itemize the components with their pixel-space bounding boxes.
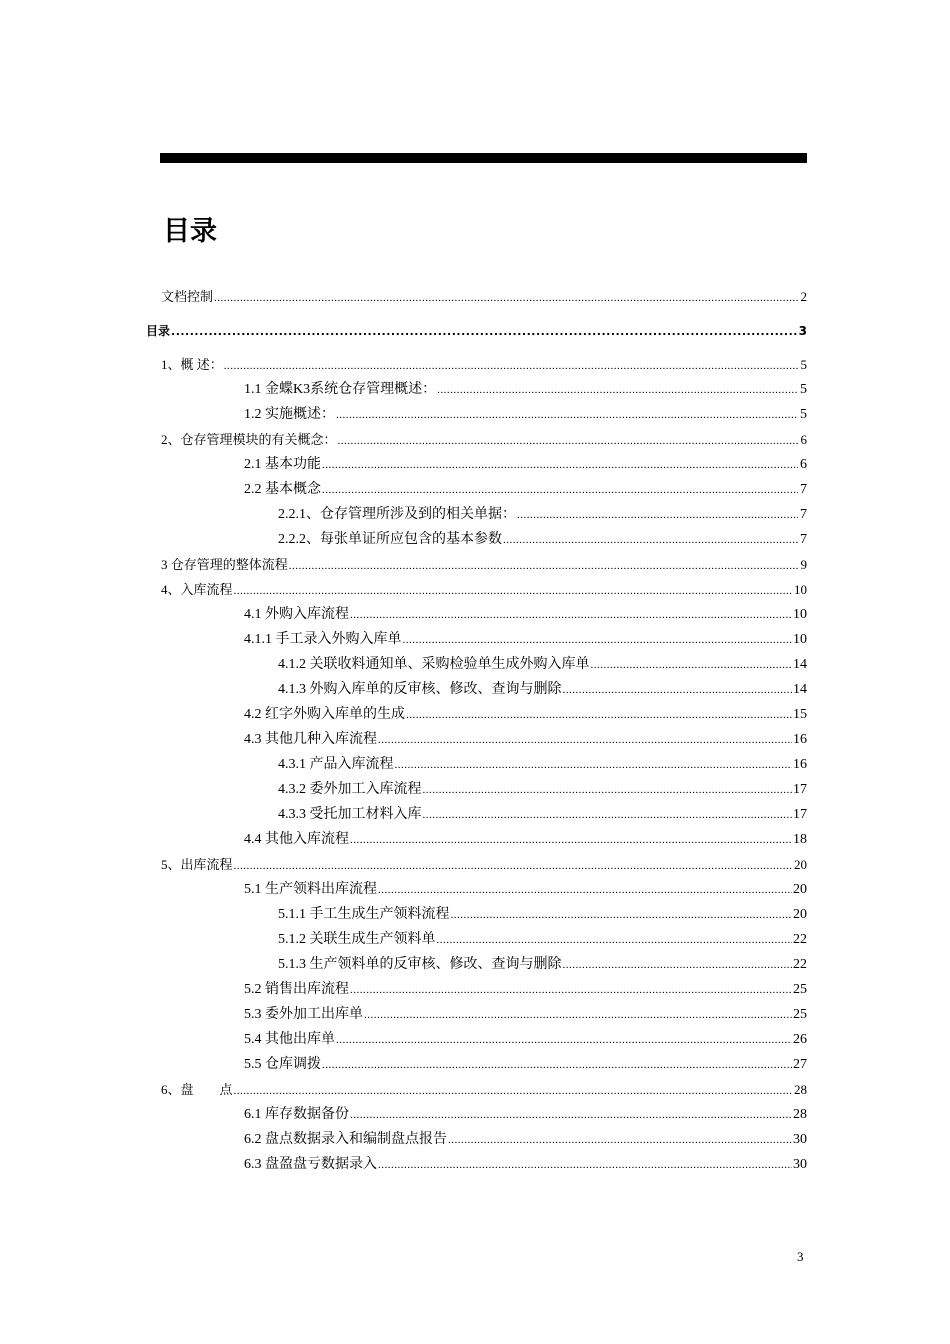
toc-entry[interactable] xyxy=(278,680,807,700)
toc-entry-page: 30 xyxy=(793,1132,807,1147)
toc-entry[interactable] xyxy=(244,705,807,725)
header-rule xyxy=(160,153,807,163)
toc-leader xyxy=(322,480,798,500)
toc-entry-page: 17 xyxy=(793,807,807,822)
page-number: 3 xyxy=(797,1249,804,1264)
toc-entry-title: 4.3.2 委外加工入库流程 xyxy=(278,782,422,797)
toc-leader xyxy=(406,705,792,725)
toc-entry-title: 5.1.3 生产领料单的反审核、修改、查询与删除 xyxy=(278,957,562,972)
toc-leader xyxy=(448,1130,792,1150)
toc-entry-title: 1.1 金蝶K3系统仓存管理概述： xyxy=(244,382,437,397)
toc-entry-page: 27 xyxy=(793,1057,807,1072)
toc-entry-page: 9 xyxy=(800,557,807,572)
toc-entry-page: 22 xyxy=(793,957,807,972)
toc-entry-title: 4、入库流程 xyxy=(161,582,233,597)
toc-entry-page: 16 xyxy=(793,732,807,747)
toc-entry[interactable] xyxy=(146,321,807,342)
toc-entry[interactable] xyxy=(161,430,807,451)
toc-entry[interactable] xyxy=(161,355,807,376)
toc-entry-title: 3 仓存管理的整体流程 xyxy=(161,557,288,572)
toc-leader xyxy=(437,930,793,950)
toc-leader xyxy=(338,431,798,451)
toc-leader xyxy=(503,530,798,550)
toc-entry-page: 16 xyxy=(793,757,807,772)
toc-entry[interactable] xyxy=(244,1105,807,1125)
toc-entry[interactable] xyxy=(278,505,807,525)
toc-entry-title: 5.1.1 手工生成生产领料流程 xyxy=(278,907,450,922)
toc-entry-page: 15 xyxy=(793,707,807,722)
toc-entry-page: 6 xyxy=(800,432,807,447)
toc-leader xyxy=(224,356,798,376)
toc-entry[interactable] xyxy=(278,805,807,825)
toc-entry-title: 4.2 红字外购入库单的生成 xyxy=(244,707,405,722)
toc-entry-title: 4.4 其他入库流程 xyxy=(244,832,349,847)
toc-entry[interactable] xyxy=(278,780,807,800)
toc-entry[interactable] xyxy=(161,580,807,601)
toc-leader xyxy=(563,955,793,975)
toc-entry-page: 10 xyxy=(793,632,807,647)
toc-leader xyxy=(350,830,792,850)
toc-entry-title: 4.1 外购入库流程 xyxy=(244,607,349,622)
toc-entry-title: 6.3 盘盈盘亏数据录入 xyxy=(244,1157,377,1172)
toc-leader xyxy=(350,605,792,625)
toc-entry-title: 5.4 其他出库单 xyxy=(244,1032,335,1047)
toc-entry-title: 5.2 销售出库流程 xyxy=(244,982,349,997)
toc-entry-title: 1、概 述： xyxy=(161,357,223,372)
toc-leader xyxy=(378,730,792,750)
toc-entry[interactable] xyxy=(161,855,807,876)
toc-entry-title: 4.1.2 关联收料通知单、采购检验单生成外购入库单 xyxy=(278,657,590,672)
toc-entry-page: 25 xyxy=(793,1007,807,1022)
toc-entry-title: 4.3.3 受托加工材料入库 xyxy=(278,807,422,822)
toc-entry-title: 2.2.2、每张单证所应包含的基本参数 xyxy=(278,532,502,547)
toc-entry[interactable] xyxy=(244,830,807,850)
toc-leader xyxy=(234,1081,793,1101)
page-title: 目录 xyxy=(163,216,217,247)
toc-entry-page: 5 xyxy=(800,357,807,372)
toc-entry[interactable] xyxy=(244,405,807,425)
toc-entry-title: 2.1 基本功能 xyxy=(244,457,321,472)
toc-entry-page: 5 xyxy=(800,382,807,397)
toc-entry-page: 6 xyxy=(800,457,807,472)
toc-leader xyxy=(423,780,793,800)
toc-leader xyxy=(336,1030,792,1050)
toc-leader xyxy=(214,288,798,308)
toc-leader xyxy=(322,1055,792,1075)
toc-leader xyxy=(364,1005,792,1025)
toc-entry-title: 5.3 委外加工出库单 xyxy=(244,1007,363,1022)
toc-leader xyxy=(171,322,798,342)
toc-entry[interactable] xyxy=(244,1030,807,1050)
toc-entry[interactable] xyxy=(278,755,807,775)
toc-entry-title: 2.2.1、仓存管理所涉及到的相关单据： xyxy=(278,507,516,522)
toc-entry[interactable] xyxy=(278,530,807,550)
toc-entry[interactable] xyxy=(244,455,807,475)
toc-entry-title: 文档控制 xyxy=(161,289,214,304)
toc-entry-page: 7 xyxy=(800,532,807,547)
toc-leader xyxy=(451,905,793,925)
toc-leader xyxy=(322,455,798,475)
toc-entry-title: 5.1 生产领料出库流程 xyxy=(244,882,377,897)
toc-entry-title: 4.3 其他几种入库流程 xyxy=(244,732,377,747)
toc-entry-title: 6、盘 点 xyxy=(161,1082,233,1097)
toc-leader xyxy=(289,556,798,576)
toc-leader xyxy=(336,405,798,425)
toc-leader xyxy=(350,980,792,1000)
toc-entry-page: 28 xyxy=(794,1082,807,1097)
toc-entry-page: 20 xyxy=(793,882,807,897)
toc-entry[interactable] xyxy=(244,880,807,900)
toc-entry[interactable] xyxy=(244,1055,807,1075)
toc-entry[interactable] xyxy=(244,630,807,650)
toc-entry[interactable] xyxy=(244,730,807,750)
toc-entry-page: 20 xyxy=(794,857,807,872)
toc-entry-title: 2、仓存管理模块的有关概念： xyxy=(161,432,337,447)
toc-entry[interactable] xyxy=(278,955,807,975)
toc-leader xyxy=(437,380,798,400)
toc-leader xyxy=(378,1155,792,1175)
toc-entry-page: 17 xyxy=(793,782,807,797)
toc-entry[interactable] xyxy=(244,1130,807,1150)
toc-entry[interactable] xyxy=(161,287,807,308)
toc-entry[interactable] xyxy=(244,380,807,400)
toc-leader xyxy=(234,581,793,601)
toc-entry-page: 18 xyxy=(793,832,807,847)
toc-entry[interactable] xyxy=(278,930,807,950)
toc-leader xyxy=(423,805,793,825)
toc-entry[interactable] xyxy=(161,555,807,576)
toc-entry-page: 3 xyxy=(798,324,807,338)
toc-entry[interactable] xyxy=(244,980,807,1000)
toc-entry-title: 2.2 基本概念 xyxy=(244,482,321,497)
toc-entry[interactable] xyxy=(244,605,807,625)
toc-entry-page: 10 xyxy=(794,582,807,597)
toc-leader xyxy=(563,680,793,700)
toc-entry-page: 2 xyxy=(800,289,807,304)
toc-entry-page: 10 xyxy=(793,607,807,622)
toc-entry-page: 14 xyxy=(793,657,807,672)
toc-entry-title: 1.2 实施概述： xyxy=(244,407,335,422)
toc-entry-page: 22 xyxy=(793,932,807,947)
toc-entry-title: 6.2 盘点数据录入和编制盘点报告 xyxy=(244,1132,447,1147)
toc-entry-title: 5、出库流程 xyxy=(161,857,233,872)
toc-leader xyxy=(395,755,793,775)
toc-entry[interactable] xyxy=(244,480,807,500)
toc-entry[interactable] xyxy=(244,1155,807,1175)
toc-entry[interactable] xyxy=(244,1005,807,1025)
toc-entry-page: 7 xyxy=(800,482,807,497)
toc-entry-page: 14 xyxy=(793,682,807,697)
toc-entry-title: 4.1.3 外购入库单的反审核、修改、查询与删除 xyxy=(278,682,562,697)
toc-entry-page: 26 xyxy=(793,1032,807,1047)
toc-entry-page: 7 xyxy=(800,507,807,522)
toc-entry-title: 目录 xyxy=(146,324,171,338)
toc-entry-page: 28 xyxy=(793,1107,807,1122)
toc-entry[interactable] xyxy=(278,905,807,925)
toc-leader xyxy=(403,630,793,650)
toc-entry-page: 30 xyxy=(793,1157,807,1172)
toc-leader xyxy=(517,505,798,525)
toc-leader xyxy=(234,856,793,876)
toc-entry-title: 6.1 库存数据备份 xyxy=(244,1107,349,1122)
toc-entry[interactable] xyxy=(161,1080,807,1101)
toc-leader xyxy=(378,880,792,900)
toc-entry-page: 20 xyxy=(793,907,807,922)
toc-entry-title: 4.3.1 产品入库流程 xyxy=(278,757,394,772)
toc-leader xyxy=(591,655,793,675)
toc-entry-title: 5.5 仓库调拨 xyxy=(244,1057,321,1072)
toc-entry-page: 5 xyxy=(800,407,807,422)
toc-entry-title: 4.1.1 手工录入外购入库单 xyxy=(244,632,402,647)
toc-entry[interactable] xyxy=(278,655,807,675)
toc-entry-title: 5.1.2 关联生成生产领料单 xyxy=(278,932,436,947)
toc-entry-page: 25 xyxy=(793,982,807,997)
toc-leader xyxy=(350,1105,792,1125)
